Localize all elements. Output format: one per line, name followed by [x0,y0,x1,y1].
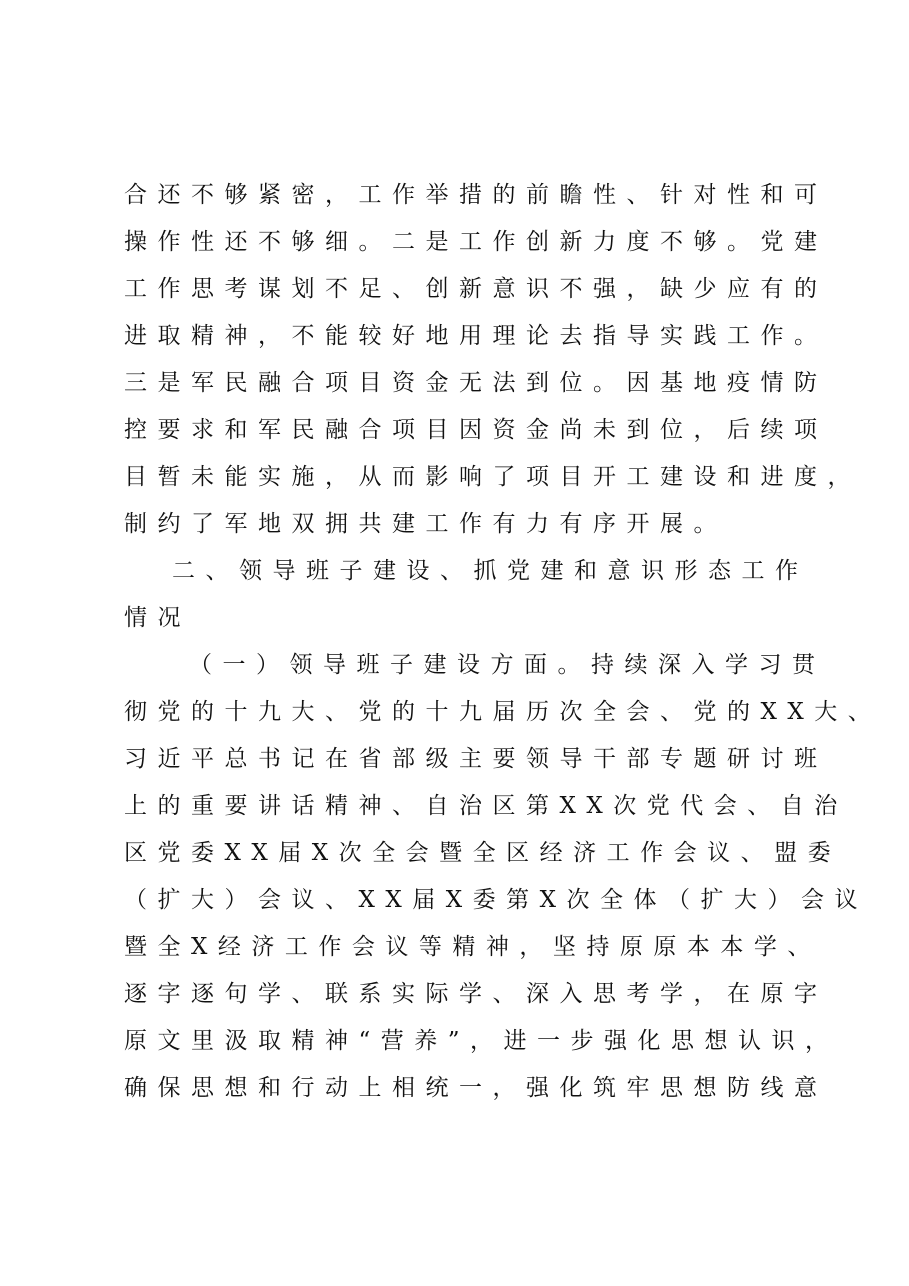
text-line: 上的重要讲话精神、自治区第XX次党代会、自治 [124,793,848,819]
subsection-start: （一）领导班子建设方面。持续深入学习贯 [189,652,826,678]
text-line: 彻党的十九大、党的十九届历次全会、党的XX大、 [124,699,882,725]
section-heading: 二、领导班子建设、抓党建和意识形态工作 [172,558,809,584]
text-line: 制约了军地双拥共建工作有力有序开展。 [124,511,727,537]
text-line: 工作思考谋划不足、创新意识不强，缺少应有的 [124,276,828,302]
text-line: 控要求和军民融合项目因资金尚未到位，后续项 [124,417,828,443]
text-line: 三是军民融合项目资金无法到位。因基地疫情防 [124,370,828,396]
text-line: 操作性还不够细。二是工作创新力度不够。党建 [124,229,828,255]
text-line: 进取精神，不能较好地用理论去指导实践工作。 [124,323,828,349]
section-heading-continued: 情况 [124,605,191,631]
text-line: 原文里汲取精神“营养”，进一步强化思想认识， [124,1028,839,1054]
text-line: （扩大）会议、XX届X委第X次全体（扩大）会议 [124,887,868,913]
text-line: 习近平总书记在省部级主要领导干部专题研讨班 [124,746,828,772]
text-line: 逐字逐句学、联系实际学、深入思考学，在原字 [124,981,828,1007]
text-line: 目暂未能实施，从而影响了项目开工建设和进度， [124,464,861,490]
body-text [124,172,882,1112]
text-line: 暨全X经济工作会议等精神，坚持原原本本学、 [124,934,821,960]
text-line: 合还不够紧密，工作举措的前瞻性、针对性和可 [124,182,828,208]
text-line: 确保思想和行动上相统一，强化筑牢思想防线意 [124,1075,828,1101]
text-line: 区党委XX届X次全会暨全区经济工作会议、盟委 [124,840,842,866]
